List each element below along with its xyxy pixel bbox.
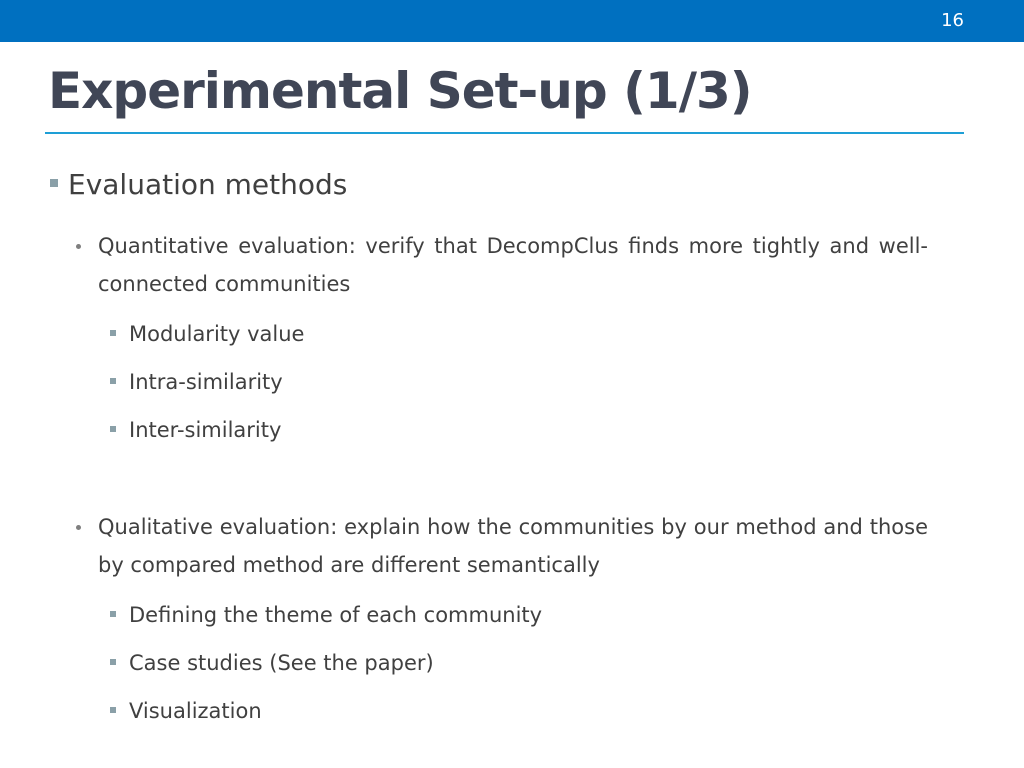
sub-bullet-case-studies	[110, 648, 434, 678]
sub-bullet-text: Modularity value	[129, 322, 305, 346]
bullet-text: Qualitative evaluation: explain how the communities by our method and those by compared method are different semantically	[98, 515, 928, 577]
sub-bullet-text: Defining the theme of each community	[129, 603, 543, 627]
sub-bullet-visualization	[110, 696, 262, 726]
sub-bullet-text: Intra-similarity	[129, 370, 283, 394]
square-bullet-icon	[110, 707, 116, 713]
square-bullet-icon	[110, 659, 116, 665]
square-bullet-icon	[110, 330, 116, 336]
slide-title: Experimental Set-up (1/3)	[48, 62, 752, 120]
sub-bullet-text: Visualization	[129, 699, 262, 723]
dot-bullet-icon	[76, 525, 81, 530]
slide-number: 16	[941, 10, 964, 31]
square-bullet-icon	[50, 179, 58, 187]
bullet-evaluation-methods	[48, 166, 347, 204]
square-bullet-icon	[110, 611, 116, 617]
sub-bullet-text: Case studies (See the paper)	[129, 651, 434, 675]
bullet-text: Quantitative evaluation: verify that DecompClus finds more tightly and well-connected communities	[98, 234, 928, 296]
square-bullet-icon	[110, 378, 116, 384]
sub-bullet-defining-theme	[110, 600, 542, 630]
sub-bullet-inter-similarity	[110, 415, 281, 445]
sub-bullet-text: Inter-similarity	[129, 418, 282, 442]
dot-bullet-icon	[76, 244, 81, 249]
bullet-quantitative	[76, 227, 928, 303]
square-bullet-icon	[110, 426, 116, 432]
bullet-qualitative	[76, 508, 928, 584]
sub-bullet-intra-similarity	[110, 367, 283, 397]
bullet-text: Evaluation methods	[68, 168, 348, 201]
sub-bullet-modularity	[110, 319, 304, 349]
